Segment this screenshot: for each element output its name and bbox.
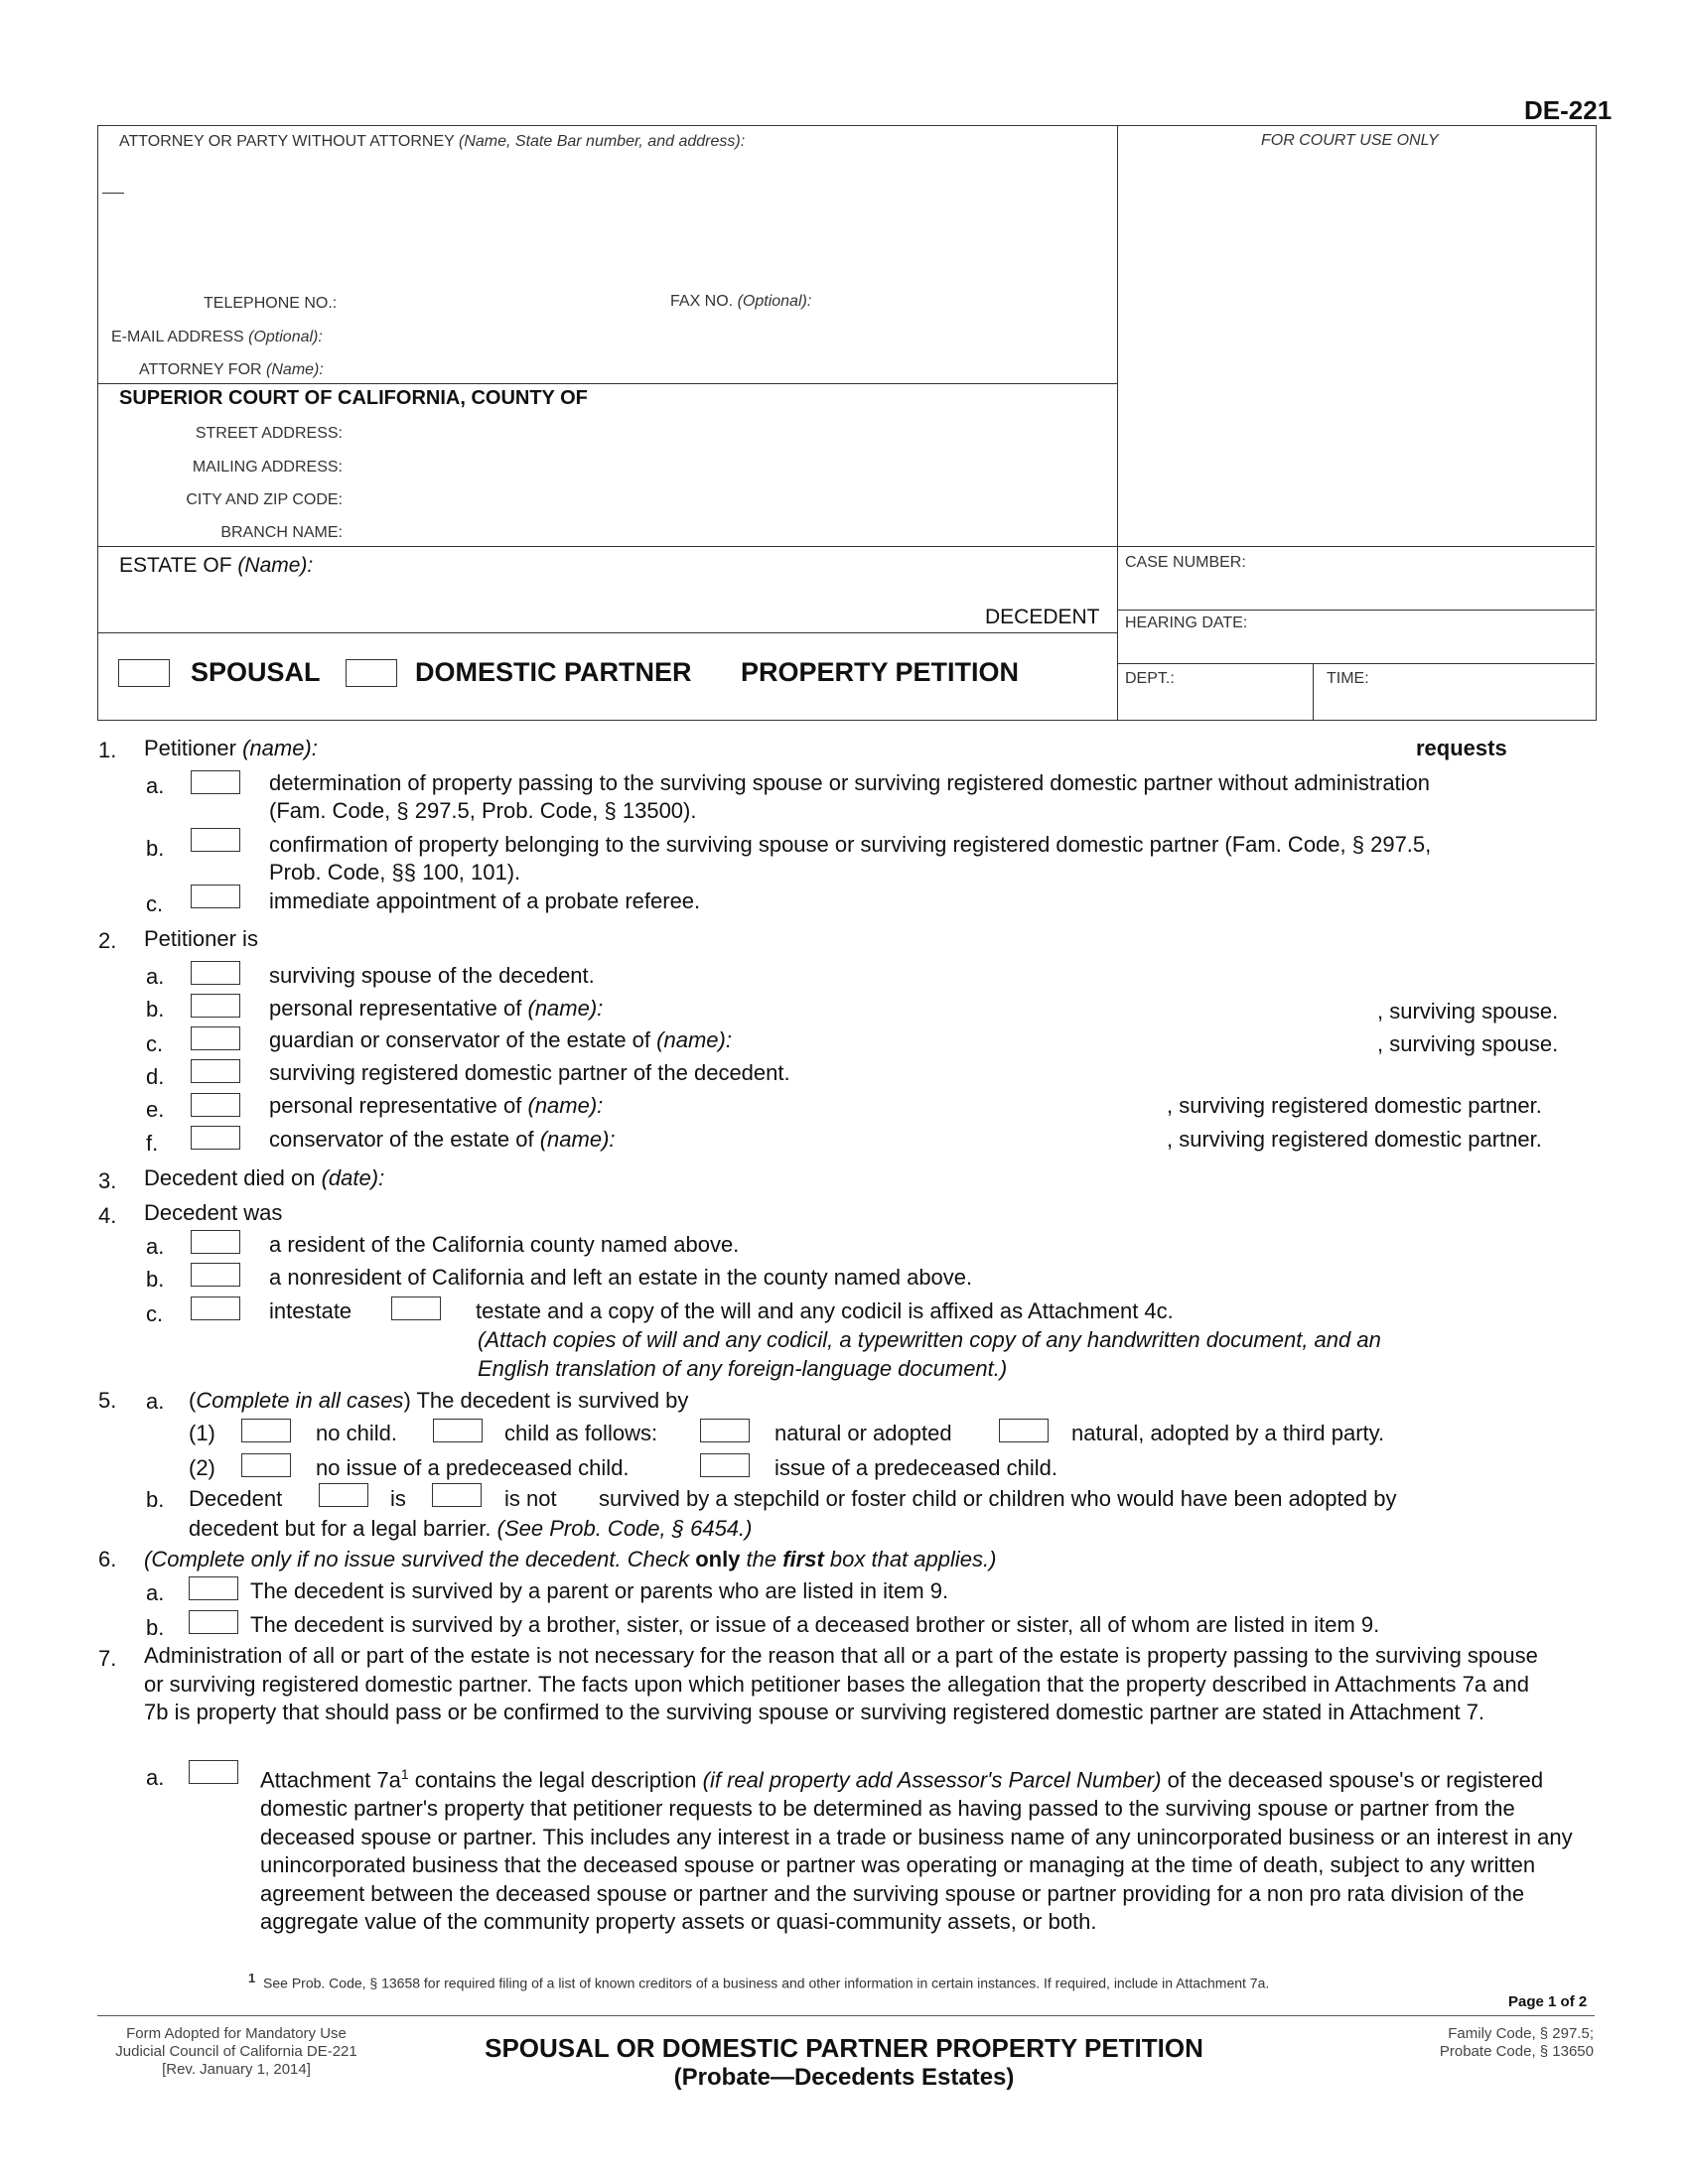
case-number-label: CASE NUMBER: — [1125, 554, 1246, 571]
item5b-is: is — [390, 1486, 406, 1511]
header-divider — [1117, 125, 1118, 720]
item5-number: 5. — [98, 1388, 117, 1413]
domestic-partner-checkbox[interactable] — [346, 659, 397, 687]
stepchild-is-not-checkbox[interactable] — [432, 1483, 482, 1507]
item4c-intestate-checkbox[interactable] — [191, 1297, 240, 1320]
item3-text: Decedent died on (date): — [144, 1165, 385, 1190]
street-label: STREET ADDRESS: — [195, 425, 343, 442]
item2e-suffix: , surviving registered domestic partner. — [1167, 1093, 1542, 1118]
item2a-letter: a. — [146, 964, 165, 989]
item4c-testate-checkbox[interactable] — [391, 1297, 441, 1320]
item1c-text: immediate appointment of a probate referee. — [269, 888, 701, 913]
no-issue-text: no issue of a predeceased child. — [316, 1455, 630, 1480]
stepchild-is-checkbox[interactable] — [319, 1483, 368, 1507]
item4-label: Decedent was — [144, 1200, 283, 1225]
fax-label: FAX NO. (Optional): — [670, 293, 812, 310]
item5b-decedent: Decedent — [189, 1486, 283, 1511]
case-line — [1117, 610, 1595, 611]
item1b-text: confirmation of property belonging to the surviving spouse or surviving registered domestic partner (Fam. Code, § 297.5, — [269, 832, 1432, 857]
item4b-text: a nonresident of California and left an estate in the county named above. — [269, 1265, 973, 1290]
item2c-letter: c. — [146, 1031, 164, 1056]
footer-right: Family Code, § 297.5; Probate Code, § 13650 — [1439, 2025, 1594, 2060]
item4c-note-1: (Attach copies of will and any codicil, a typewritten copy of any handwritten document, and an — [478, 1327, 1381, 1352]
item4b-checkbox[interactable] — [191, 1263, 240, 1287]
item2d-text: surviving registered domestic partner of the decedent. — [269, 1060, 790, 1085]
item2f-suffix: , surviving registered domestic partner. — [1167, 1127, 1542, 1152]
issue-checkbox[interactable] — [700, 1453, 750, 1477]
item4c-testate: testate and a copy of the will and any codicil is affixed as Attachment 4c. — [476, 1298, 1174, 1323]
item4-number: 4. — [98, 1203, 117, 1228]
item1c-checkbox[interactable] — [191, 885, 240, 908]
header-box — [97, 125, 1597, 721]
item2c-text: guardian or conservator of the estate of (name): — [269, 1027, 732, 1052]
footer-rule — [97, 2015, 1595, 2016]
item1-petitioner: Petitioner (name): — [144, 736, 318, 760]
item2f-text: conservator of the estate of (name): — [269, 1127, 616, 1152]
item5b-text-2: decedent but for a legal barrier. (See Prob. Code, § 6454.) — [189, 1516, 753, 1541]
item2d-letter: d. — [146, 1064, 165, 1089]
item7a-checkbox[interactable] — [189, 1760, 238, 1784]
item2e-text: personal representative of (name): — [269, 1093, 604, 1118]
item2f-letter: f. — [146, 1131, 159, 1156]
item6b-text: The decedent is survived by a brother, sister, or issue of a deceased brother or sister, all of whom are listed in item 9. — [250, 1612, 1380, 1637]
item2f-checkbox[interactable] — [191, 1126, 240, 1150]
natural-adopted-checkbox[interactable] — [700, 1419, 750, 1442]
item2-number: 2. — [98, 928, 117, 953]
item6-number: 6. — [98, 1547, 117, 1571]
item6a-checkbox[interactable] — [189, 1576, 238, 1600]
item2b-suffix: , surviving spouse. — [1377, 999, 1559, 1024]
item7a-text: Attachment $7a^1$ contains the legal description (if real property add Assessor's Parcel Number) of the deceased spouse's or registered domestic partner's property that petitioner requests to be determined as having passed to the surviving spouse or partner from the deceased spouse or partner. This includes any interest in a trade or business name of any unincorporated business or an interest in any unincorporated business that the deceased spouse or partner was operating or managing at the time of death, subject to any written agreement between the deceased spouse or partner and the surviving spouse or partner providing for a non pro rata division of the aggregate value of the community property assets or quasi-community assets, or both. — [260, 1766, 1573, 1935]
mailing-label: MAILING ADDRESS: — [192, 459, 343, 476]
issue-text: issue of a predeceased child. — [774, 1455, 1057, 1480]
city-label: CITY AND ZIP CODE: — [186, 491, 343, 508]
court-title: SUPERIOR COURT OF CALIFORNIA, COUNTY OF — [119, 387, 588, 409]
no-child-text: no child. — [316, 1421, 397, 1445]
item2a-text: surviving spouse of the decedent. — [269, 963, 595, 988]
hearing-line — [1117, 663, 1595, 664]
no-child-checkbox[interactable] — [241, 1419, 291, 1442]
telephone-label: TELEPHONE NO.: — [204, 295, 338, 312]
item4a-checkbox[interactable] — [191, 1230, 240, 1254]
item6a-text: The decedent is survived by a parent or parents who are listed in item 9. — [250, 1578, 949, 1603]
estate-line — [97, 546, 1595, 547]
item1-number: 1. — [98, 738, 117, 762]
spousal-checkbox[interactable] — [118, 659, 170, 687]
item1a-letter: a. — [146, 773, 165, 798]
title-domestic-partner: DOMESTIC PARTNER — [415, 657, 692, 687]
item2b-letter: b. — [146, 997, 165, 1022]
dept-label: DEPT.: — [1125, 670, 1175, 687]
court-use-label: FOR COURT USE ONLY — [1261, 132, 1439, 149]
item5b-is-not: is not — [504, 1486, 557, 1511]
item4c-letter: c. — [146, 1301, 164, 1326]
item2-label: Petitioner is — [144, 926, 258, 951]
footer-left: Form Adopted for Mandatory Use Judicial Council of California DE-221 [Rev. January 1, 2014] — [115, 2025, 357, 2078]
hearing-date-label: HEARING DATE: — [1125, 614, 1248, 631]
item5a-letter: a. — [146, 1389, 165, 1414]
item2b-checkbox[interactable] — [191, 994, 240, 1018]
item5a-text: (Complete in all cases) The decedent is survived by — [189, 1388, 689, 1413]
time-label: TIME: — [1327, 670, 1369, 687]
item1a-text-2: (Fam. Code, § 297.5, Prob. Code, § 13500). — [269, 798, 697, 823]
court-line — [97, 383, 1117, 384]
item4b-letter: b. — [146, 1267, 165, 1292]
natural-third-party-text: natural, adopted by a third party. — [1071, 1421, 1385, 1445]
email-label: E-MAIL ADDRESS (Optional): — [111, 329, 323, 345]
item5a2-number: (2) — [189, 1455, 215, 1480]
item2a-checkbox[interactable] — [191, 961, 240, 985]
item2c-checkbox[interactable] — [191, 1026, 240, 1050]
item1b-text-2: Prob. Code, §§ 100, 101). — [269, 860, 521, 885]
natural-adopted-text: natural or adopted — [774, 1421, 952, 1445]
item1a-text: determination of property passing to the surviving spouse or surviving registered domestic partner without administration — [269, 770, 1431, 795]
footnote: $^1$ See Prob. Code, § 13658 for required filing of a list of known creditors of a business and other information in certain instances. If required, include in Attachment 7a. — [248, 1971, 1270, 1991]
attorney-for-label: ATTORNEY FOR (Name): — [139, 361, 324, 378]
item6b-checkbox[interactable] — [189, 1610, 238, 1634]
item2e-checkbox[interactable] — [191, 1093, 240, 1117]
item2b-text: personal representative of (name): — [269, 996, 604, 1021]
attorney-tick — [102, 193, 124, 194]
item7a-letter: a. — [146, 1765, 165, 1790]
child-as-follows-checkbox[interactable] — [433, 1419, 483, 1442]
item2c-suffix: , surviving spouse. — [1377, 1031, 1559, 1056]
decedent-label: DECEDENT — [985, 606, 1100, 628]
item4a-text: a resident of the California county named above. — [269, 1232, 740, 1257]
child-as-follows-text: child as follows: — [504, 1421, 658, 1445]
item2e-letter: e. — [146, 1097, 165, 1122]
footer-title: SPOUSAL OR DOMESTIC PARTNER PROPERTY PETITION (Probate—Decedents Estates) — [485, 2033, 1203, 2091]
attorney-label: ATTORNEY OR PARTY WITHOUT ATTORNEY (Name, State Bar number, and address): — [119, 133, 746, 150]
item2d-checkbox[interactable] — [191, 1059, 240, 1083]
form-number: DE-221 — [1524, 95, 1613, 125]
dept-divider — [1313, 663, 1314, 720]
item3-number: 3. — [98, 1168, 117, 1193]
item1c-letter: c. — [146, 891, 164, 916]
item1b-letter: b. — [146, 836, 165, 861]
title-line — [97, 632, 1117, 633]
item4a-letter: a. — [146, 1234, 165, 1259]
item1-requests: requests — [1416, 736, 1507, 760]
item5b-letter: b. — [146, 1487, 165, 1512]
item1a-checkbox[interactable] — [191, 770, 240, 794]
branch-label: BRANCH NAME: — [220, 524, 343, 541]
title-property-petition: PROPERTY PETITION — [741, 657, 1020, 687]
item4c-intestate: intestate — [269, 1298, 352, 1323]
item7-text: Administration of all or part of the estate is not necessary for the reason that all or a part of the estate is property passing to the surviving spouse or surviving registered domestic partner. The facts upon which petitioner bases the allegation that the property described in Attachments 7a and 7b is property that should pass or be confirmed to the surviving spouse or surviving registered domestic partner are stated in Attachment 7. — [144, 1643, 1538, 1725]
item7-number: 7. — [98, 1646, 117, 1671]
item6-note: (Complete only if no issue survived the decedent. Check only the first box that applies.) — [144, 1547, 997, 1571]
item6b-letter: b. — [146, 1615, 165, 1640]
no-issue-checkbox[interactable] — [241, 1453, 291, 1477]
title-spousal: SPOUSAL — [191, 657, 321, 687]
item5b-text: survived by a stepchild or foster child or children who would have been adopted by — [599, 1486, 1397, 1511]
item4c-note-2: English translation of any foreign-language document.) — [478, 1356, 1008, 1381]
item5a1-number: (1) — [189, 1421, 215, 1445]
item6a-letter: a. — [146, 1580, 165, 1605]
natural-third-party-checkbox[interactable] — [999, 1419, 1049, 1442]
estate-label: ESTATE OF (Name): — [119, 554, 314, 577]
item1b-checkbox[interactable] — [191, 828, 240, 852]
page-number: Page 1 of 2 — [1508, 1993, 1588, 2010]
